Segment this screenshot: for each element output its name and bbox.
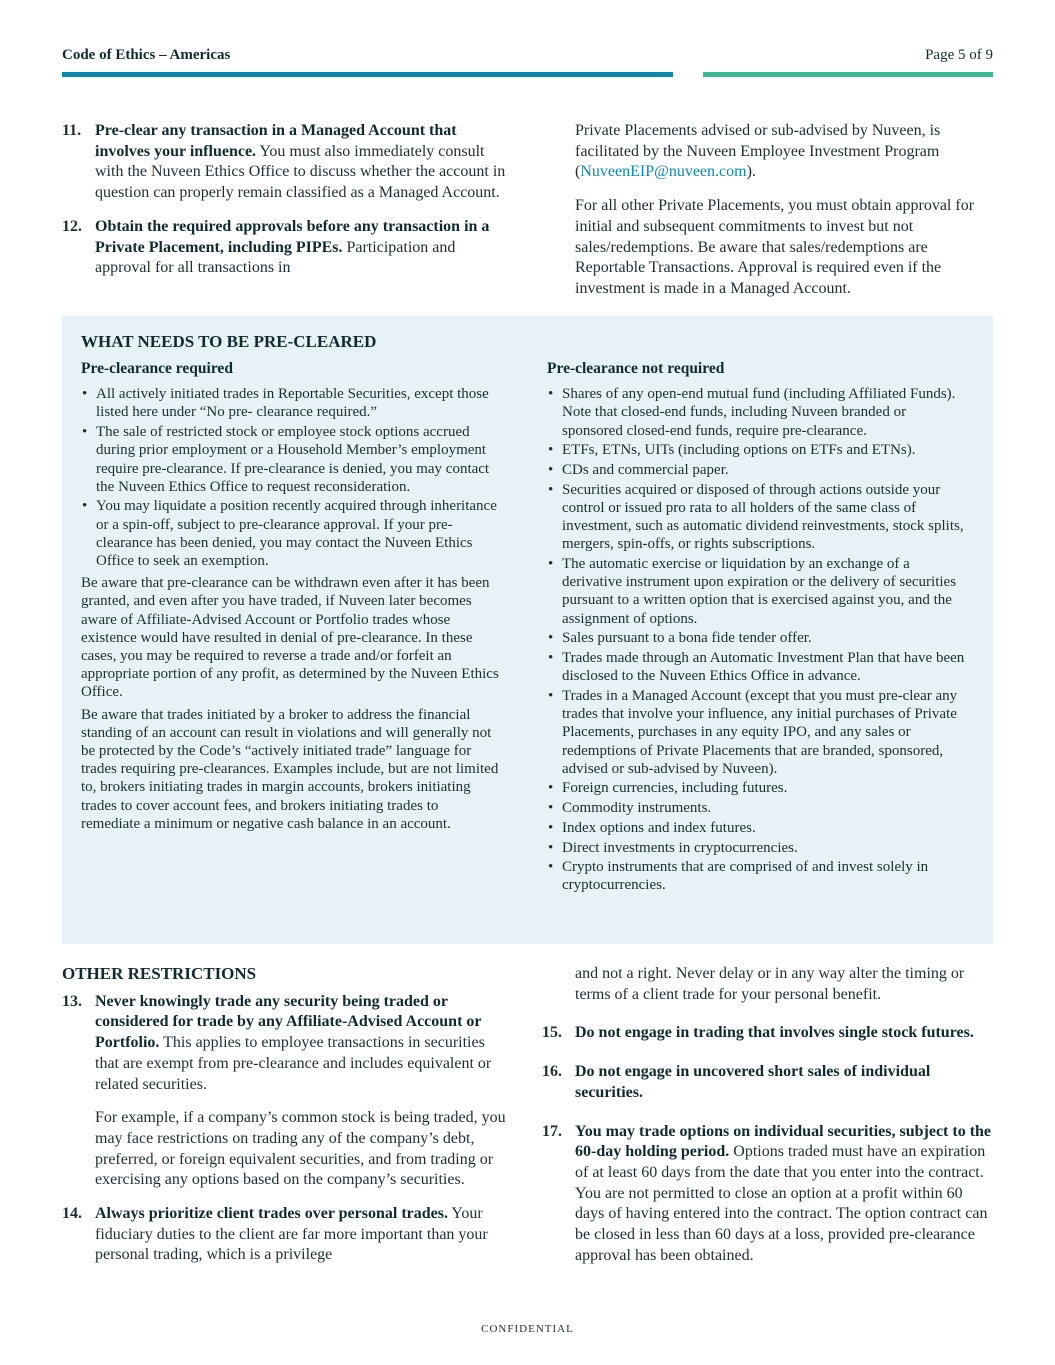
bullet-item: • ETFs, ETNs, UITs (including options on ETFs and ETNs). xyxy=(547,441,967,459)
item-number: 12. xyxy=(62,217,82,235)
bullet-item: • Crypto instruments that are comprised of and invest solely in cryptocurrencies. xyxy=(547,858,967,894)
box-title: WHAT NEEDS TO BE PRE-CLEARED xyxy=(81,332,377,351)
header-bar-green xyxy=(703,72,993,77)
item-14: 14. Always prioritize client trades over personal trades. Your fiduciary duties to the client are far more important than your personal trading, which is a privilege xyxy=(62,1205,488,1264)
bullet-item: • CDs and commercial paper. xyxy=(547,461,967,479)
item-15: 15. Do not engage in trading that involves single stock futures. xyxy=(542,1024,974,1042)
item-heading: Pre-clear any transaction in a Managed Account that involves your influence. xyxy=(95,122,457,160)
footer-confidential: CONFIDENTIAL xyxy=(481,1323,574,1335)
bullet-list xyxy=(81,385,501,570)
paragraph: For all other Private Placements, you must obtain approval for initial and subsequent commitments to invest but not sales/redemptions. Be aware that sales/redemptions are Reportable Transactions. Approval is required even if the investment is made in a Managed Account. xyxy=(575,197,975,297)
bullet-item: • You may liquidate a position recently acquired through inheritance or a spin-off, subject to pre-clearance approval. If your pre-clearance has been denied, you may contact the Nuveen Ethics Office to seek an exemption. xyxy=(81,497,501,570)
bullet-item: • Trades made through an Automatic Investment Plan that have been disclosed to the Nuveen Ethics Office in advance. xyxy=(547,649,967,685)
paragraph: and not a right. Never delay or in any way alter the timing or terms of a client trade for your personal benefit. xyxy=(575,965,965,1003)
bullet-item: • All actively initiated trades in Reportable Securities, except those listed here under “No pre- clearance required.” xyxy=(81,385,501,421)
section-title: OTHER RESTRICTIONS xyxy=(62,964,257,983)
paragraph: For example, if a company’s common stock is being traded, you may face restrictions on trading any of the company’s debt, preferred, or foreign equivalent securities, and from trading or exercising any options based on the company’s securities. xyxy=(95,1109,506,1189)
bullet-item: • The automatic exercise or liquidation by an exchange of a derivative instrument upon expiration or the delivery of securities pursuant to a written option that is exercised against you, and the assignment of options. xyxy=(547,555,967,628)
bullet-item: • Trades in a Managed Account (except that you must pre-clear any trades that involve your influence, any initial purchases of Private Placements, purchases in any equity IPO, and any sales or redemptions of Private Placements that are branded, sponsored, advised or sub-advised by Nuveen). xyxy=(547,687,967,778)
item-17: 17. You may trade options on individual securities, subject to the 60-day holding period. Options traded must have an expiration of at least 60 days from the date that you enter into the contract. You are not permitted to close an option at a profit within 60 days of having entered into the contract. The option contract can be closed in less than 60 days at a loss, provided pre-clearance approval has been obtained. xyxy=(542,1122,992,1264)
bullet-item: • Commodity instruments. xyxy=(547,799,967,817)
pre-clearance-not-required-column xyxy=(547,360,967,896)
bottom-right-column xyxy=(542,964,992,1279)
item-number: 11. xyxy=(62,122,82,139)
header-bar-blue xyxy=(62,72,673,77)
column-heading: Pre-clearance required xyxy=(81,360,233,377)
bullet-item: • The sale of restricted stock or employee stock options accrued during prior employment or a Household Member’s employment require pre-clearance. If pre-clearance is denied, you may contact the Nuveen Ethics Office to request reconsideration. xyxy=(81,423,501,496)
column-heading: Pre-clearance not required xyxy=(547,360,725,377)
bullet-item: • Direct investments in cryptocurrencies. xyxy=(547,839,967,857)
paragraph: Private Placements advised or sub-advised by Nuveen, is facilitated by the Nuveen Employee Investment Program (NuveenEIP@nuveen.com). xyxy=(575,122,941,181)
bullet-item: • Securities acquired or disposed of through actions outside your control or issued pro rata to all holders of the same class of investment, such as automatic dividend reinvestments, stock splits, mergers, spin-offs, or rights subscriptions. xyxy=(547,481,967,554)
paragraph: Be aware that trades initiated by a broker to address the financial standing of an account can result in violations and will generally not be protected by the Code’s “actively initiated trade” language for trades requiring pre-clearances. Examples include, but are not limited to, brokers initiating trades in margin accounts, brokers initiating trades to cover account fees, and brokers initiating trades to remediate a minimum or negative cash balance in an account. xyxy=(81,706,499,832)
item-13: 13. Never knowingly trade any security being traded or considered for trade by any Affiliate-Advised Account or Portfolio. This applies to employee transactions in securities that are exempt from pre-clearance and includes equivalent or related securities. xyxy=(62,992,492,1093)
header-title: Code of Ethics – Americas xyxy=(62,47,231,63)
pre-clearance-box xyxy=(62,316,993,944)
email-link[interactable]: NuveenEIP@nuveen.com xyxy=(580,163,747,181)
top-right-column xyxy=(575,121,995,313)
bullet-item: • Sales pursuant to a bona fide tender offer. xyxy=(547,629,967,647)
item-text: You must also immediately consult with the Nuveen Ethics Office to discuss whether the account in question can properly remain classified as a Managed Account. xyxy=(95,142,506,202)
bullet-item: • Shares of any open-end mutual fund (including Affiliated Funds). Note that closed-end funds, including Nuveen branded or sponsored closed-end funds, require pre-clearance. xyxy=(547,385,967,440)
bottom-left-column xyxy=(62,964,512,1279)
item-11 xyxy=(62,121,512,204)
paragraph: Be aware that pre-clearance can be withdrawn even after it has been granted, and even after you have traded, if Nuveen later becomes aware of Affiliate-Advised Account or Portfolio trades whose existence would have resulted in denial of pre-clearance. In these cases, you may be required to reverse a trade and/or forfeit an appropriate portion of any profit, as determined by the Nuveen Ethics Office. xyxy=(81,575,499,701)
item-heading: Obtain the required approvals before any transaction in a Private Placement, including PIPEs. xyxy=(95,217,490,256)
item-12 xyxy=(62,217,512,279)
bullet-list xyxy=(547,385,967,894)
bullet-item: • Foreign currencies, including futures. xyxy=(547,779,967,797)
item-16: 16. Do not engage in uncovered short sales of individual securities. xyxy=(542,1063,931,1101)
bullet-item: • Index options and index futures. xyxy=(547,819,967,837)
page-number: Page 5 of 9 xyxy=(925,47,993,63)
pre-clearance-required-column xyxy=(81,360,501,833)
item-text: Participation and approval for all transactions in xyxy=(95,238,456,277)
top-left-column xyxy=(62,121,512,292)
